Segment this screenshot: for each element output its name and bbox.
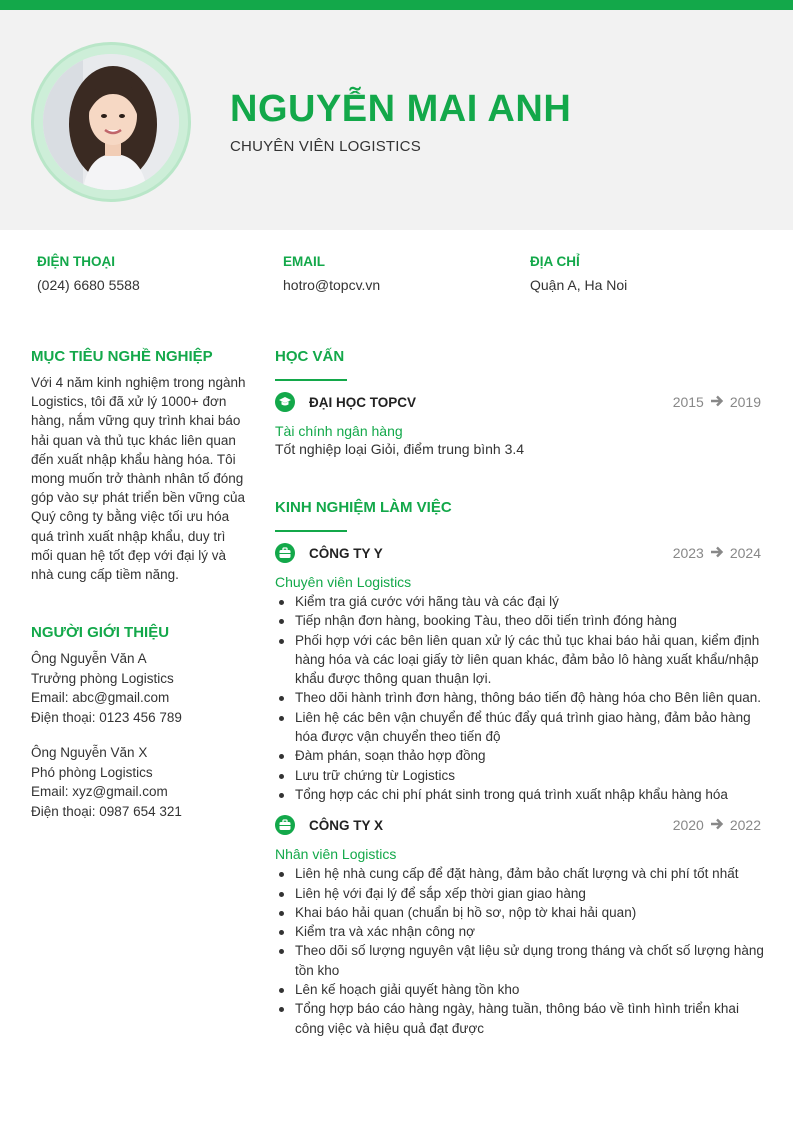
- date-range: [673, 394, 761, 410]
- duty-item: Tiếp nhận đơn hàng, booking Tàu, theo dõi tiến trình đóng hàng: [275, 611, 765, 630]
- arrow-right-icon: [710, 394, 724, 410]
- objective-line: Quý công ty bằng việc tối ưu hóa: [31, 509, 230, 525]
- experience-title: KINH NGHIỆM LÀM VIỆC: [275, 499, 452, 516]
- contact-address: [530, 254, 627, 293]
- duty-item: Liên hệ các bên vận chuyển để thúc đẩy quá trình giao hàng, đảm bảo hàng hóa được vận chuyển theo tiến độ: [275, 708, 765, 747]
- start-year: 2023: [672, 545, 704, 561]
- reference-email: Email: xyz@gmail.com: [31, 784, 168, 800]
- objective-line: Với 4 năm kinh nghiệm trong ngành: [31, 375, 246, 390]
- entry-header: [275, 391, 765, 415]
- end-year: 2019: [729, 394, 761, 410]
- section-underline: [275, 379, 347, 381]
- reference-position: Phó phòng Logistics: [31, 764, 153, 780]
- objective-line: góp vào sự phát triển bền vững của: [31, 490, 245, 506]
- duty-item: Phối hợp với các bên liên quan xử lý các thủ tục khai báo hải quan, kiểm định hàng hóa và các loại giấy tờ liên quan khác, đảm bảo lô hàng xuất khẩu/nhập khẩu được thông quan thuận lợi.: [275, 631, 765, 689]
- candidate-name: NGUYỄN MAI ANH: [230, 88, 572, 130]
- contact-label: ĐIỆN THOẠI: [37, 254, 116, 269]
- reference-phone: Điện thoại: 0123 456 789: [31, 709, 182, 725]
- duty-item: Kiểm tra giá cước với hãng tàu và các đại lý: [275, 592, 765, 611]
- education-major: Tài chính ngân hàng: [275, 423, 403, 439]
- contact-label: EMAIL: [283, 254, 325, 269]
- reference-x: [31, 743, 253, 821]
- start-year: 2015: [672, 394, 704, 410]
- duty-item: Theo dõi hành trình đơn hàng, thông báo tiến độ hàng hóa cho Bên liên quan.: [275, 688, 765, 707]
- education-title: HỌC VẤN: [275, 348, 345, 365]
- arrow-right-icon: [710, 817, 724, 833]
- job-duties: [275, 592, 765, 804]
- end-year: 2024: [729, 545, 761, 561]
- school-name: ĐẠI HỌC TOPCV: [309, 395, 417, 410]
- top-accent-bar: [0, 0, 793, 10]
- objective-line: mối quan hệ tốt đẹp với đại lý và: [31, 547, 226, 563]
- duty-item: Liên hệ với đại lý để sắp xếp thời gian giao hàng: [275, 884, 765, 903]
- left-column: [31, 348, 253, 821]
- job-role: Chuyên viên Logistics: [275, 574, 412, 590]
- objective-title: MỤC TIÊU NGHỀ NGHIỆP: [31, 348, 213, 365]
- duty-item: Theo dõi số lượng nguyên vật liệu sử dụng trong tháng và chốt số lượng hàng tồn kho: [275, 941, 765, 980]
- job-entry: [275, 542, 765, 804]
- start-year: 2020: [672, 817, 704, 834]
- contact-phone: [37, 254, 140, 293]
- contact-bar: [0, 230, 793, 318]
- avatar-frame: [31, 42, 191, 202]
- duty-item: Tổng hợp các chi phí phát sinh trong quá trình xuất nhập khẩu hàng hóa: [275, 785, 765, 804]
- duty-item: Kiểm tra và xác nhận công nợ: [275, 922, 765, 941]
- right-column: [275, 348, 765, 1038]
- duty-item: Khai báo hải quan (chuẩn bị hồ sơ, nộp tờ khai hải quan): [275, 903, 765, 922]
- company-name: CÔNG TY Y: [309, 546, 383, 561]
- objective-line: quá trình xuất nhập khẩu, duy trì: [31, 528, 226, 544]
- objective-text: [31, 373, 253, 584]
- graduation-cap-icon: [275, 392, 295, 412]
- cv-header: [0, 10, 793, 230]
- education-entry: [275, 391, 765, 457]
- objective-line: Logistics, tôi đã xử lý 1000+ đơn: [31, 394, 227, 410]
- references-title: NGƯỜI GIỚI THIỆU: [31, 624, 170, 642]
- duty-item: Đàm phán, soạn thảo hợp đồng: [275, 746, 765, 765]
- contact-value: hotro@topcv.vn: [283, 277, 381, 293]
- objective-line: hải quan và thủ tục khác liên quan: [31, 432, 236, 448]
- contact-value: (024) 6680 5588: [37, 277, 140, 293]
- reference-email: Email: abc@gmail.com: [31, 690, 170, 706]
- objective-line: đến xuất nhập khẩu hàng hóa. Tôi: [31, 451, 236, 467]
- briefcase-icon: [275, 543, 295, 563]
- objective-line: nhà cung cấp tiềm năng.: [31, 567, 179, 583]
- duty-item: Lên kế hoạch giải quyết hàng tồn kho: [275, 980, 765, 999]
- education-detail: Tốt nghiệp loại Giỏi, điểm trung bình 3.4: [275, 441, 525, 457]
- entry-header: [275, 814, 765, 838]
- avatar: [43, 54, 179, 190]
- candidate-title: CHUYÊN VIÊN LOGISTICS: [230, 138, 421, 155]
- end-year: 2022: [729, 817, 761, 834]
- duty-item: Lưu trữ chứng từ Logistics: [275, 766, 765, 785]
- duty-item: Liên hệ nhà cung cấp để đặt hàng, đảm bảo chất lượng và chi phí tốt nhất: [275, 864, 765, 883]
- date-range: [673, 817, 761, 833]
- profile-photo: [43, 54, 179, 190]
- contact-email: [283, 254, 380, 293]
- reference-name: Ông Nguyễn Văn X: [31, 745, 148, 761]
- job-role: Nhân viên Logistics: [275, 846, 397, 863]
- briefcase-icon: [275, 815, 295, 835]
- objective-line: hàng, nắm vững quy trình khai báo: [31, 413, 241, 429]
- job-entry: [275, 814, 765, 1038]
- entry-header: [275, 542, 765, 566]
- reference-phone: Điện thoại: 0987 654 321: [31, 803, 182, 819]
- duty-item: Tổng hợp báo cáo hàng ngày, hàng tuần, thông báo về tình hình triển khai công việc và hiệu quả đạt được: [275, 999, 765, 1038]
- reference-a: [31, 649, 253, 727]
- contact-label: ĐỊA CHỈ: [530, 254, 580, 269]
- date-range: [673, 545, 761, 561]
- section-underline: [275, 530, 347, 532]
- arrow-right-icon: [710, 545, 724, 561]
- reference-position: Trưởng phòng Logistics: [31, 670, 174, 686]
- objective-line: mong muốn trở thành nhân tố đóng: [31, 471, 244, 487]
- job-duties: [275, 864, 765, 1038]
- reference-name: Ông Nguyễn Văn A: [31, 651, 147, 667]
- contact-value: Quận A, Ha Noi: [530, 277, 628, 293]
- company-name: CÔNG TY X: [309, 818, 384, 834]
